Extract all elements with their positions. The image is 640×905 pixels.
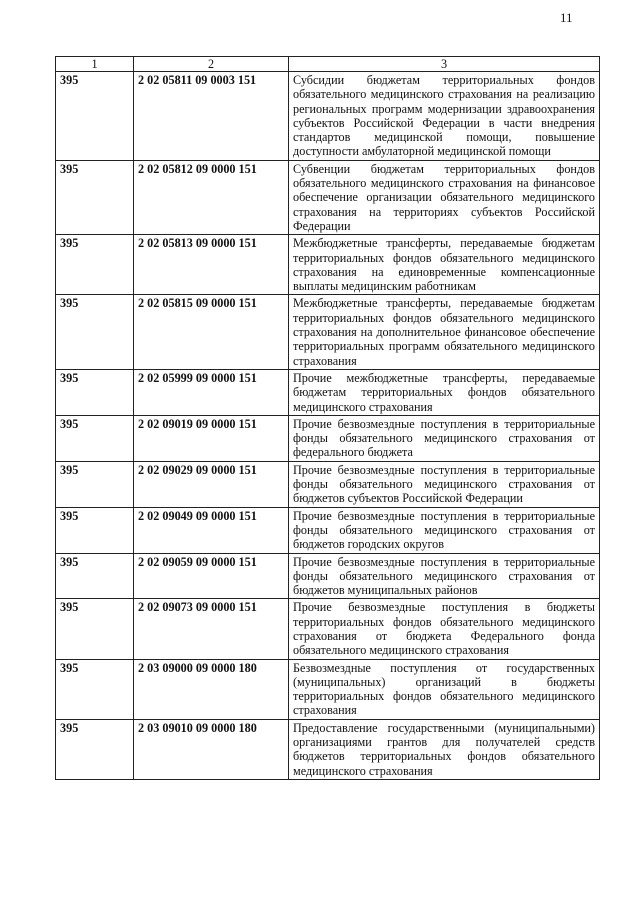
table-row bbox=[56, 369, 600, 415]
table-row bbox=[56, 719, 600, 779]
column-header-2: 2 bbox=[134, 57, 289, 72]
budget-code-cell: 2 03 09000 09 0000 180 bbox=[134, 659, 289, 719]
table-row bbox=[56, 235, 600, 295]
admin-code-cell: 395 bbox=[56, 461, 134, 507]
description-cell: Предоставление государственными (муниципальными) организациями грантов для получателей средств бюджетов территориальных фондов обязательного медицинского страхования bbox=[289, 719, 600, 779]
table-row bbox=[56, 160, 600, 234]
description-cell: Прочие безвозмездные поступления в территориальные фонды обязательного медицинского страхования от федерального бюджета bbox=[289, 415, 600, 461]
budget-code-cell: 2 02 09049 09 0000 151 bbox=[134, 507, 289, 553]
description-cell: Межбюджетные трансферты, передаваемые бюджетам территориальных фондов обязательного медицинского страхования на дополнительное финансовое обеспечение территориальных программ обязательного медицинского страхования bbox=[289, 295, 600, 369]
column-header-1: 1 bbox=[56, 57, 134, 72]
table-row bbox=[56, 599, 600, 659]
budget-code-table bbox=[55, 56, 600, 780]
budget-code-cell: 2 03 09010 09 0000 180 bbox=[134, 719, 289, 779]
table-row bbox=[56, 415, 600, 461]
admin-code-cell: 395 bbox=[56, 369, 134, 415]
admin-code-cell: 395 bbox=[56, 235, 134, 295]
budget-code-cell: 2 02 05811 09 0003 151 bbox=[134, 72, 289, 161]
description-cell: Безвозмездные поступления от государственных (муниципальных) организаций в бюджеты территориальных фондов обязательного медицинского страхования bbox=[289, 659, 600, 719]
table-row bbox=[56, 659, 600, 719]
admin-code-cell: 395 bbox=[56, 72, 134, 161]
table-header-row bbox=[56, 57, 600, 72]
description-cell: Прочие межбюджетные трансферты, передаваемые бюджетам территориальных фондов обязательного медицинского страхования bbox=[289, 369, 600, 415]
table-row bbox=[56, 507, 600, 553]
admin-code-cell: 395 bbox=[56, 719, 134, 779]
admin-code-cell: 395 bbox=[56, 507, 134, 553]
description-cell: Прочие безвозмездные поступления в территориальные фонды обязательного медицинского страхования от бюджетов муниципальных районов bbox=[289, 553, 600, 599]
table-row bbox=[56, 72, 600, 161]
table-row bbox=[56, 461, 600, 507]
description-cell: Прочие безвозмездные поступления в территориальные фонды обязательного медицинского страхования от бюджетов субъектов Российской Федерации bbox=[289, 461, 600, 507]
budget-code-cell: 2 02 09073 09 0000 151 bbox=[134, 599, 289, 659]
description-cell: Прочие безвозмездные поступления в бюджеты территориальных фондов обязательного медицинского страхования от бюджета Федерального фонда обязательного медицинского страхования bbox=[289, 599, 600, 659]
admin-code-cell: 395 bbox=[56, 553, 134, 599]
admin-code-cell: 395 bbox=[56, 160, 134, 234]
budget-code-cell: 2 02 05812 09 0000 151 bbox=[134, 160, 289, 234]
admin-code-cell: 395 bbox=[56, 295, 134, 369]
description-cell: Межбюджетные трансферты, передаваемые бюджетам территориальных фондов обязательного медицинского страхования на единовременные компенсационные выплаты медицинским работникам bbox=[289, 235, 600, 295]
table-row bbox=[56, 553, 600, 599]
budget-code-cell: 2 02 09059 09 0000 151 bbox=[134, 553, 289, 599]
budget-code-cell: 2 02 05999 09 0000 151 bbox=[134, 369, 289, 415]
admin-code-cell: 395 bbox=[56, 415, 134, 461]
table-row bbox=[56, 295, 600, 369]
budget-code-cell: 2 02 05815 09 0000 151 bbox=[134, 295, 289, 369]
budget-code-cell: 2 02 09029 09 0000 151 bbox=[134, 461, 289, 507]
page-number: 11 bbox=[560, 10, 573, 25]
description-cell: Субсидии бюджетам территориальных фондов обязательного медицинского страхования на реализацию региональных программ модернизации здравоохранения субъектов Российской Федерации в части внедрения стандартов медицинской помощи, повышение доступности амбулаторной медицинской помощи bbox=[289, 72, 600, 161]
description-cell: Прочие безвозмездные поступления в территориальные фонды обязательного медицинского страхования от бюджетов городских округов bbox=[289, 507, 600, 553]
budget-code-cell: 2 02 09019 09 0000 151 bbox=[134, 415, 289, 461]
column-header-3: 3 bbox=[289, 57, 600, 72]
admin-code-cell: 395 bbox=[56, 599, 134, 659]
admin-code-cell: 395 bbox=[56, 659, 134, 719]
description-cell: Субвенции бюджетам территориальных фондов обязательного медицинского страхования на финансовое обеспечение организации обязательного медицинского страхования на территориях субъектов Российской Федерации bbox=[289, 160, 600, 234]
budget-code-cell: 2 02 05813 09 0000 151 bbox=[134, 235, 289, 295]
